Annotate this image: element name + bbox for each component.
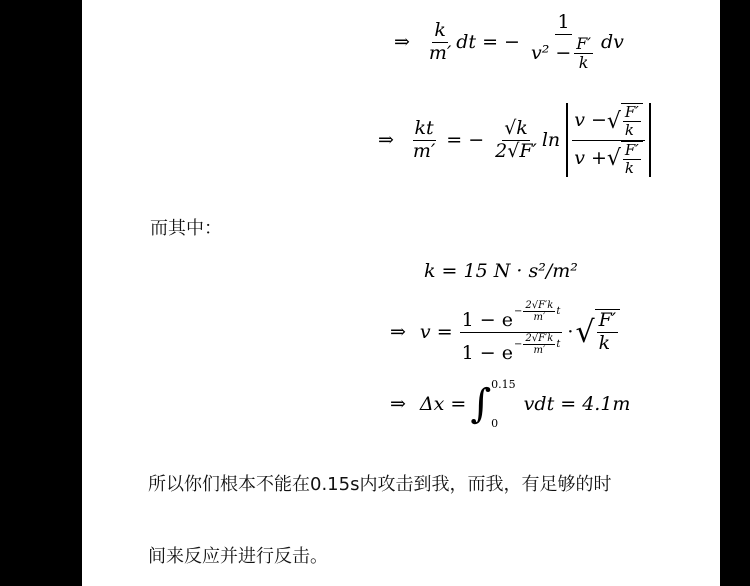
- implies-arrow: ⇒: [394, 31, 410, 53]
- fraction-exponential: 1 − e − $\frac{2√F'k}{m'}$ t 1 − e − $\frac{2√F'k}{m'}$ t: [461, 299, 561, 364]
- fraction-sqrtk-over-2sqrtF: $\frac{√k}{2√F'}$: [495, 116, 537, 162]
- where-label: 而其中：: [150, 218, 222, 239]
- equation-log-form: ⇒ $\frac{kt}{m'}$ = − $\frac{√k}{2√F'}$ ln v − √ $\frac{F'}{k}$ v + √ $\frac{F'}{k}$: [378, 92, 651, 188]
- implies-arrow: ⇒: [390, 393, 406, 415]
- fraction-kt-over-m: $\frac{kt}{m'}$: [412, 116, 436, 162]
- implies-arrow: ⇒: [378, 129, 394, 151]
- integral-sign: ∫: [470, 381, 492, 427]
- equation-dt-dv: ⇒ $\frac{k}{m'}$ dt = − 1 v² − $\frac{F'}{k}$ dv: [394, 10, 624, 72]
- absolute-value-fraction: v − √ $\frac{F'}{k}$ v + √ $\frac{F'}{k}$: [566, 103, 651, 177]
- equation-integral: ⇒ Δx = ∫ 0.15 0 vdt = 4.1m: [390, 378, 631, 430]
- document-page: [82, 0, 720, 586]
- implies-arrow: ⇒: [390, 321, 406, 343]
- conclusion-line-1: 所以你们根本不能在0.15s内攻击到我，而我，有足够的时: [148, 474, 612, 495]
- fraction-k-over-m: $\frac{k}{m'}$: [428, 18, 452, 64]
- fraction-one-over-v2-minus-f-over-k: 1 v² − $\frac{F'}{k}$: [530, 10, 592, 72]
- equation-v-expression: ⇒ v = 1 − e − $\frac{2√F'k}{m'}$ t 1 − e − $\frac{2√F'k}{m'}$ t · √ $\frac{F'}{k}$: [390, 292, 620, 372]
- equation-k-value: k = 15 N · s²/m²: [424, 260, 578, 282]
- conclusion-line-2: 间来反应并进行反击。: [148, 546, 328, 567]
